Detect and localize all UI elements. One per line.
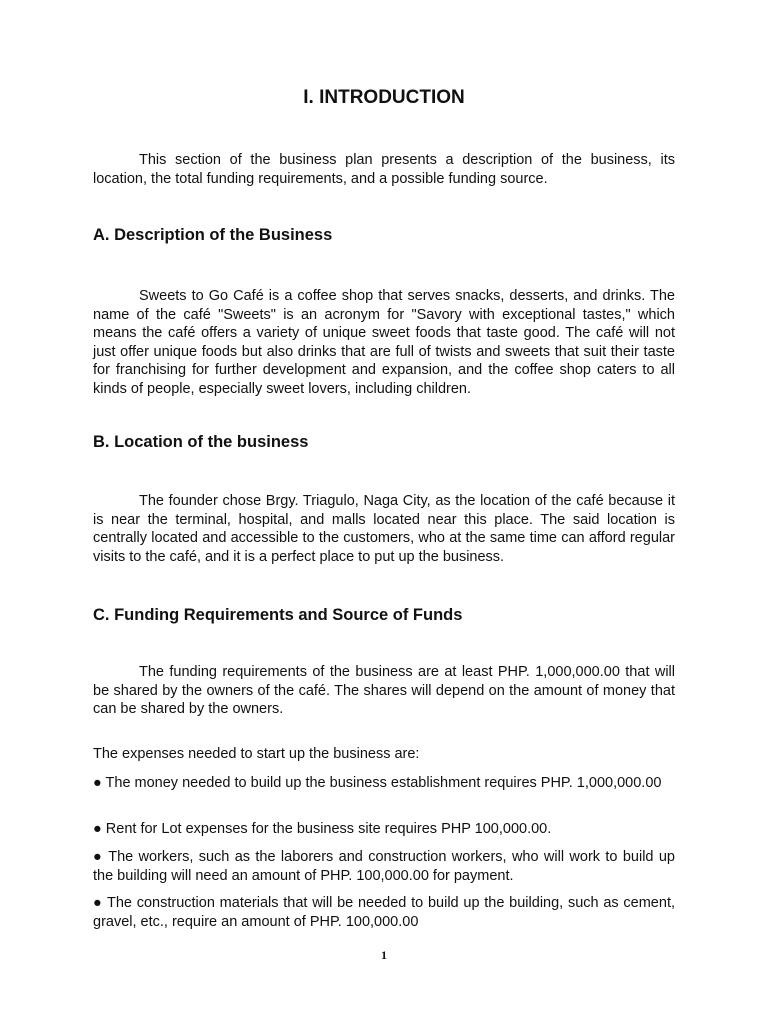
- expense-bullet: ● Rent for Lot expenses for the business site requires PHP 100,000.00.: [93, 821, 552, 837]
- section-b-paragraph: The founder chose Brgy. Triagulo, Naga City, as the location of the café because it is near the terminal, hospital, and malls located near this place. The said location is centrally located and accessible to the customers, who at the same time can afford regular visits to the café, and it is a perfect place to put up the business.: [93, 493, 675, 565]
- expense-bullet: ● The workers, such as the laborers and construction workers, who will work to build up the building will need an amount of PHP. 100,000.00 for payment.: [93, 849, 675, 884]
- intro-paragraph: This section of the business plan presents a description of the business, its location, the total funding requirements, and a possible funding source.: [93, 152, 675, 187]
- expense-bullet: ● The construction materials that will be needed to build up the building, such as cement, gravel, etc., require an amount of PHP. 100,000.00: [93, 895, 675, 930]
- page-number: 1: [381, 948, 387, 962]
- section-a-heading: A. Description of the Business: [93, 226, 333, 244]
- section-c-paragraph: The funding requirements of the business are at least PHP. 1,000,000.00 that will be shared by the owners of the café. The shares will depend on the amount of money that can be shared by the owners.: [93, 664, 675, 717]
- section-c-heading: C. Funding Requirements and Source of Funds: [93, 606, 463, 624]
- section-b-heading: B. Location of the business: [93, 433, 309, 451]
- page-title: I. INTRODUCTION: [303, 87, 465, 108]
- section-a-paragraph: Sweets to Go Café is a coffee shop that serves snacks, desserts, and drinks. The name of the café "Sweets" is an acronym for "Savory with exceptional tastes," which means the café offers a variety of unique sweet foods that taste good. The café will not just offer unique foods but also drinks that are full of twists and sweets that suit their taste for franchising for further development and expansion, and the coffee shop caters to all kinds of people, especially sweet lovers, including children.: [93, 288, 675, 397]
- expense-bullet: ● The money needed to build up the business establishment requires PHP. 1,000,000.00: [93, 775, 662, 791]
- expenses-intro: The expenses needed to start up the business are:: [93, 746, 420, 762]
